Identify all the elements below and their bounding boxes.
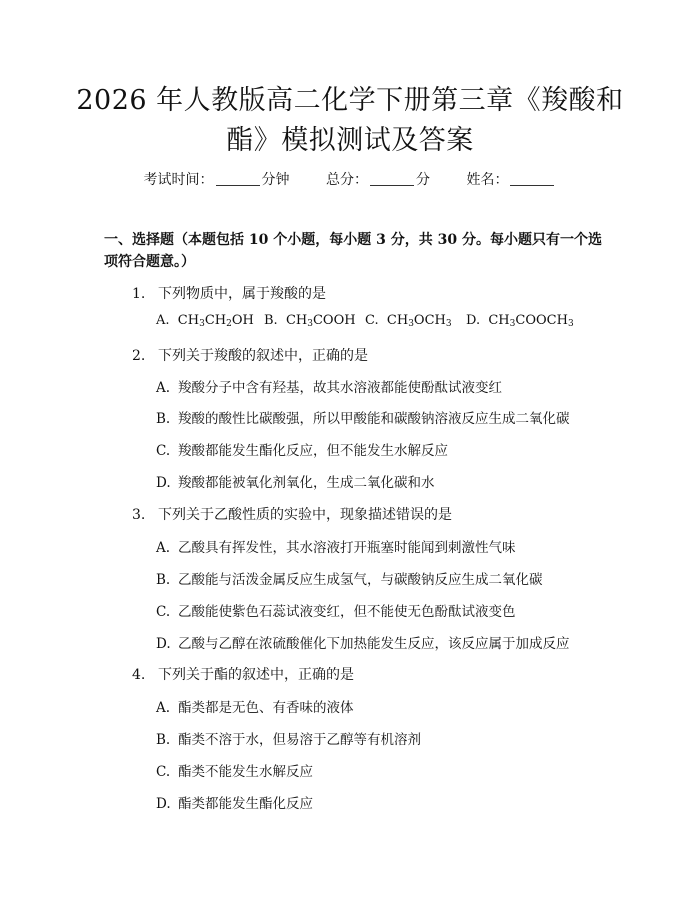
question-number: 1. [132,286,146,302]
total-score-blank [370,173,414,186]
option-letter: B. [264,313,278,328]
option-text: 乙酸具有挥发性，其水溶液打开瓶塞时能闻到刺激性气味 [178,540,516,556]
option-d [466,313,574,329]
question-3-option-a [156,536,516,556]
option-text: 羧酸分子中含有羟基，故其水溶液都能使酚酞试液变红 [178,380,502,396]
question-number: 3. [132,507,146,523]
exam-time-blank [216,173,260,186]
option-a [156,313,254,329]
name-label: 姓名： [466,172,509,188]
option-text: 酯类不溶于水，但易溶于乙醇等有机溶剂 [178,732,421,748]
formula-part: CH [488,313,510,328]
option-letter: A. [156,540,171,556]
option-letter: C. [156,443,171,459]
option-letter: B. [156,411,171,427]
question-3-option-b [156,568,543,588]
option-letter: C. [156,764,171,780]
formula-part: OH [231,313,254,328]
formula-sub: 3 [567,319,574,329]
question-2-option-b [156,407,570,427]
question-number: 2. [132,348,146,364]
question-4-option-c [156,760,313,780]
total-score-field [326,172,430,188]
question-number: 4. [132,667,146,683]
formula-sub: 3 [199,319,205,329]
question-3 [132,504,452,524]
question-3-option-c [156,600,516,620]
option-text: 乙酸能与活泼金属反应生成氢气，与碳酸钠反应生成二氧化碳 [178,572,543,588]
name-blank [510,173,554,186]
formula-part: COOH [312,313,356,328]
option-text: 酯类不能发生水解反应 [178,764,313,780]
question-4-option-a [156,696,354,716]
exam-time-unit: 分钟 [261,172,290,188]
formula-sub: 3 [445,319,452,329]
formula-part: CH [285,313,308,328]
option-letter: A. [156,380,171,396]
formula-sub: 3 [408,319,414,329]
option-letter: D. [156,636,171,652]
question-4-option-b [156,728,421,748]
total-score-label: 总分： [326,172,368,188]
option-text: 乙酸与乙醇在浓硫酸催化下加热能发生反应，该反应属于加成反应 [178,636,570,652]
option-letter: C. [365,313,379,328]
option-text: 乙酸能使紫色石蕊试液变红，但不能使无色酚酞试液变色 [178,604,516,620]
formula-part: CH [177,313,200,328]
question-text: 下列关于乙酸性质的实验中，现象描述错误的是 [158,507,452,523]
option-letter: D. [156,475,171,491]
option-c [365,313,452,329]
question-text: 下列物质中，属于羧酸的是 [158,286,326,302]
question-2-option-a [156,376,502,396]
formula-part: COOCH [515,313,568,328]
option-text: 羧酸都能被氧化剂氧化，生成二氧化碳和水 [178,475,435,491]
option-letter: C. [156,604,171,620]
formula-sub: 3 [307,319,313,329]
option-b [264,313,356,329]
question-4 [132,664,354,684]
formula-part: CH [204,313,227,328]
question-4-option-d [156,792,313,812]
document-title-line-2: 酯》模拟测试及答案 [226,125,474,156]
total-score-unit: 分 [416,172,430,188]
exam-info [0,169,700,189]
question-2 [132,345,368,365]
option-letter: B. [156,732,171,748]
formula-part: OCH [413,313,446,328]
option-letter: B. [156,572,171,588]
name-field [466,172,556,188]
question-2-option-d [156,471,435,491]
formula-sub: 3 [509,319,516,329]
question-2-option-c [156,439,448,459]
option-letter: D. [156,796,171,812]
section-title: 一、选择题（本题包括 10 个小题，每小题 3 分，共 30 分。每小题只有一个选项符合题意。） [104,232,602,270]
formula-sub: 2 [226,319,232,329]
question-text: 下列关于羧酸的叙述中，正确的是 [158,348,368,364]
option-text: 羧酸都能发生酯化反应，但不能发生水解反应 [178,443,448,459]
option-letter: A. [156,700,171,716]
question-text: 下列关于酯的叙述中，正确的是 [158,667,354,683]
exam-time-field [144,172,290,188]
question-3-option-d [156,632,570,652]
option-text: 羧酸的酸性比碳酸强，所以甲酸能和碳酸钠溶液反应生成二氧化碳 [178,411,570,427]
option-letter: D. [466,313,481,328]
formula-part: CH [386,313,409,328]
exam-time-label: 考试时间： [143,172,214,188]
question-1 [132,283,326,303]
option-text: 酯类都能发生酯化反应 [178,796,313,812]
option-text: 酯类都是无色、有香味的液体 [178,700,354,716]
document-title-line-1: 2026 年人教版高二化学下册第三章《羧酸和 [76,85,624,116]
option-letter: A. [156,313,170,328]
